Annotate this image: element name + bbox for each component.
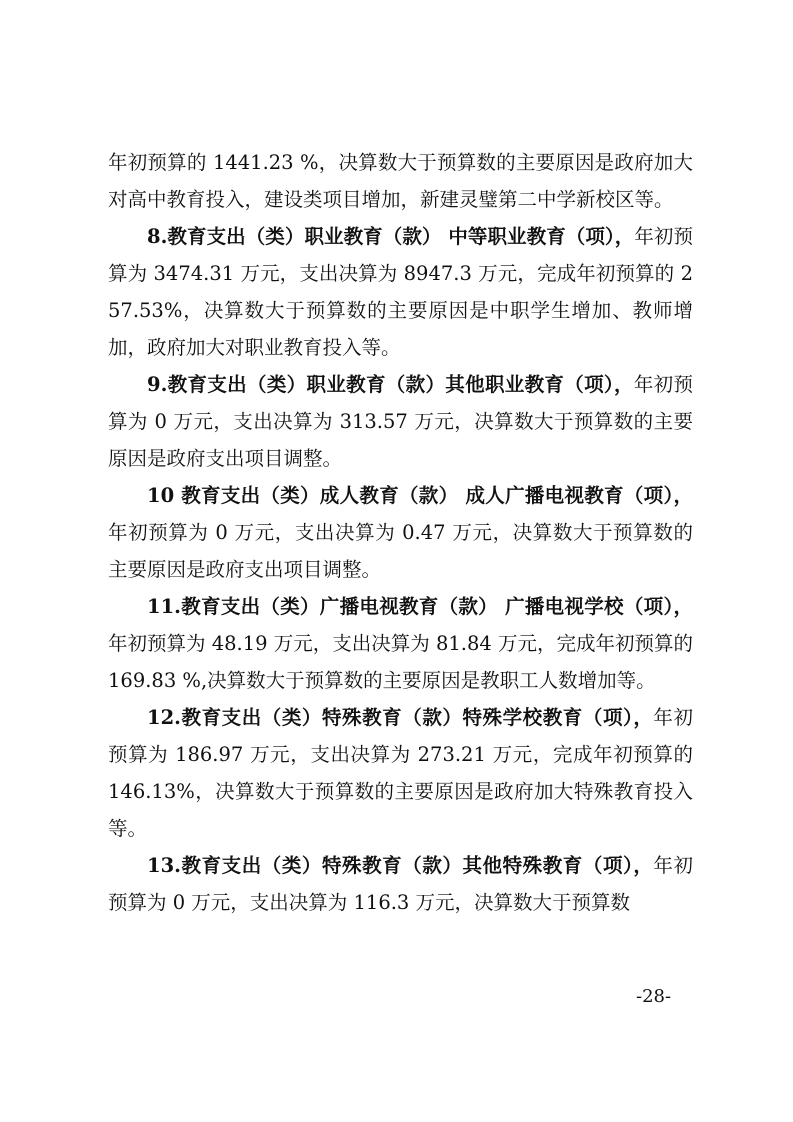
document-page — [108, 144, 693, 921]
paragraph-item-13 — [108, 847, 693, 921]
paragraph-text: 年初预算为 0 万元，支出决算为 116.3 万元，决算数大于预算数 — [108, 854, 693, 914]
paragraph-continuation — [108, 144, 693, 218]
paragraph-text: 年初预算为 3474.31 万元，支出决算为 8947.3 万元，完成年初预算的 257.53%，决算数大于预算数的主要原因是中职学生增加、教师增加，政府加大对职业教育投入等。 — [108, 225, 693, 359]
paragraph-item-10 — [108, 477, 693, 588]
page-number: -28- — [636, 986, 672, 1007]
paragraph-heading: 9.教育支出（类）职业教育（款）其他职业教育（项）， — [147, 373, 634, 396]
paragraph-item-9 — [108, 366, 693, 477]
paragraph-item-8 — [108, 218, 693, 366]
paragraph-heading: 8.教育支出（类）职业教育（款） 中等职业教育（项）， — [147, 225, 635, 248]
paragraph-text: 年初预算的 1441.23 %，决算数大于预算数的主要原因是政府加大对高中教育投入，建设类项目增加，新建灵璧第二中学新校区等。 — [108, 151, 693, 211]
paragraph-heading: 11.教育支出（类）广播电视教育（款） 广播电视学校（项）， — [147, 595, 693, 618]
paragraph-heading: 13.教育支出（类）特殊教育（款）其他特殊教育（项）， — [147, 854, 654, 877]
paragraph-text: 年初预算为 0 万元，支出决算为 0.47 万元，决算数大于预算数的主要原因是政府支出项目调整。 — [108, 521, 693, 581]
paragraph-text: 年初预算为 0 万元，支出决算为 313.57 万元，决算数大于预算数的主要原因是政府支出项目调整。 — [108, 373, 693, 470]
paragraph-heading: 12.教育支出（类）特殊教育（款）特殊学校教育（项）， — [147, 706, 654, 729]
paragraph-text: 年初预算为 186.97 万元，支出决算为 273.21 万元，完成年初预算的 146.13%，决算数大于预算数的主要原因是政府加大特殊教育投入等。 — [108, 706, 693, 840]
paragraph-text: 年初预算为 48.19 万元，支出决算为 81.84 万元，完成年初预算的 169.83 %,决算数大于预算数的主要原因是教职工人数增加等。 — [108, 632, 693, 692]
paragraph-heading: 10 教育支出（类）成人教育（款） 成人广播电视教育（项）， — [147, 484, 693, 507]
paragraph-item-11 — [108, 588, 693, 699]
paragraph-item-12 — [108, 699, 693, 847]
